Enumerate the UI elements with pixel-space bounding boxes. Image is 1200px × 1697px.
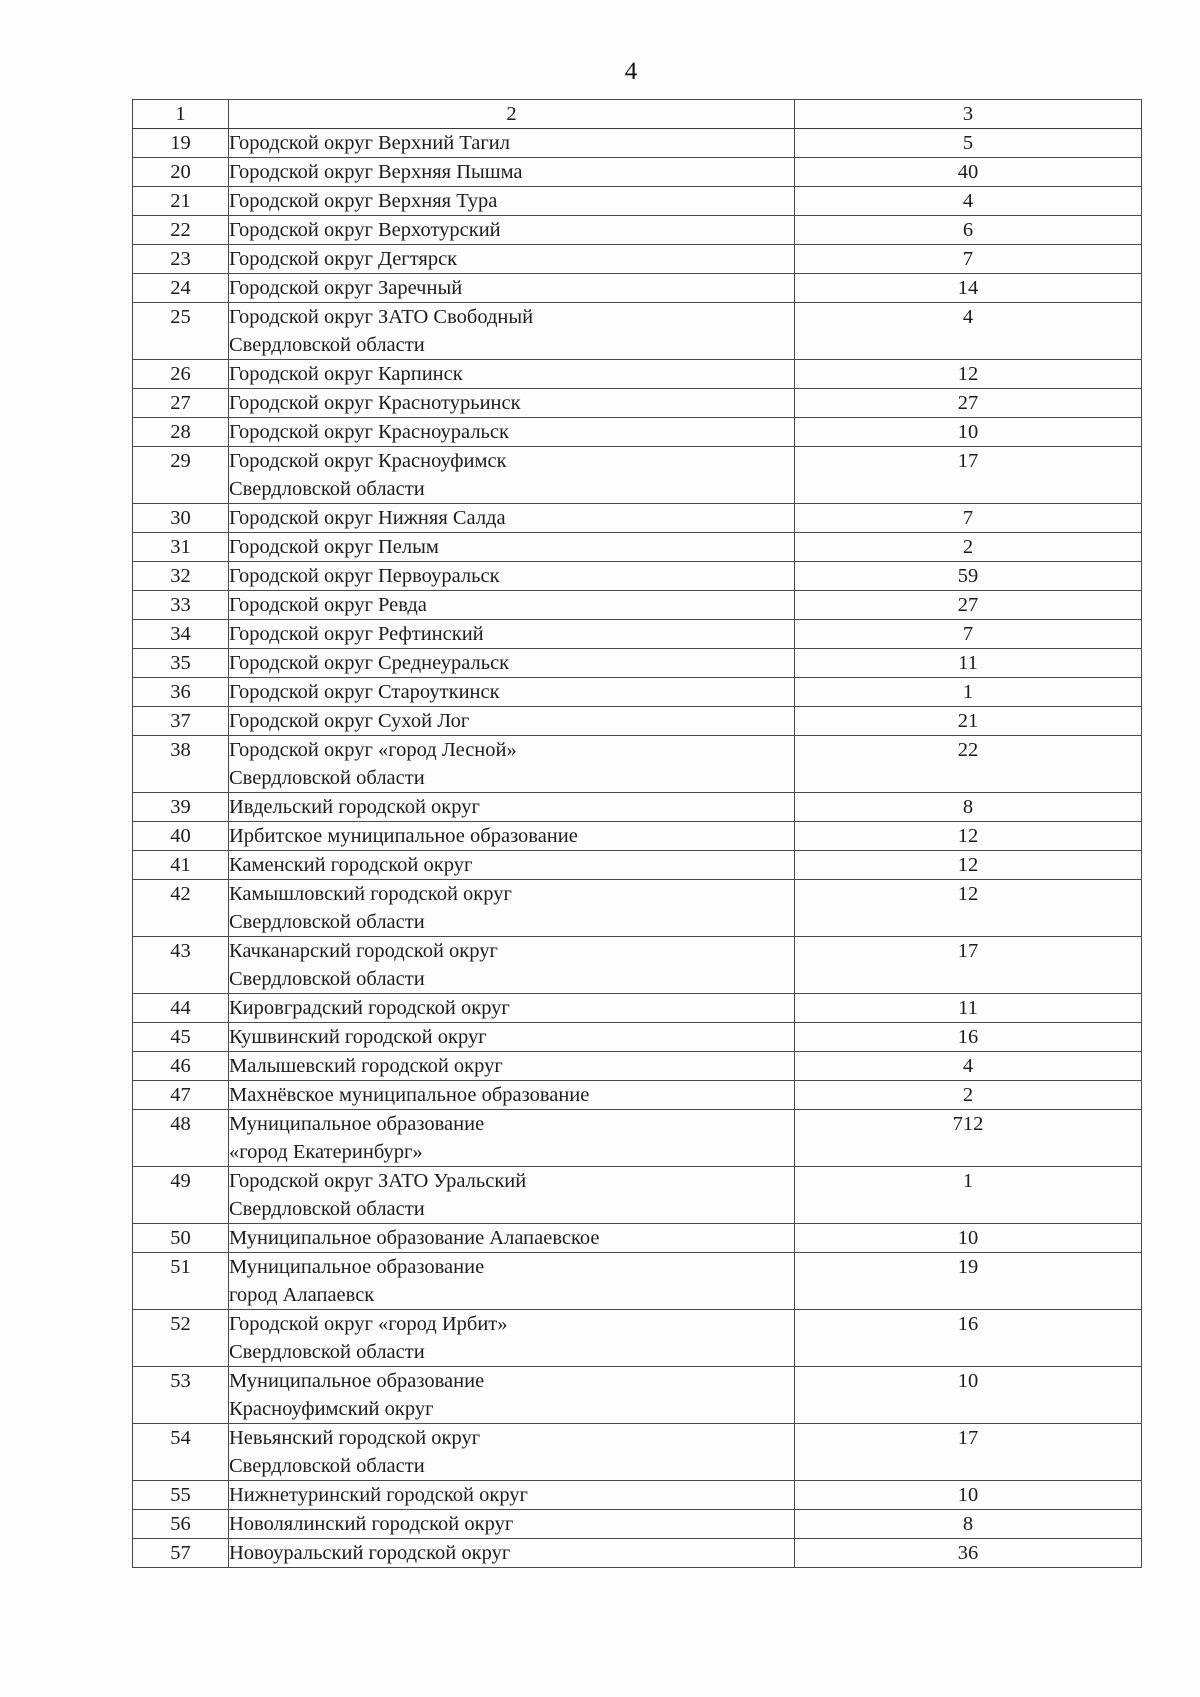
row-number-cell: 42: [133, 880, 229, 937]
row-name-cell: Городской округ Заречный: [229, 274, 795, 303]
table-row: [133, 1481, 1142, 1510]
row-number-cell: 56: [133, 1510, 229, 1539]
row-number-cell: 30: [133, 504, 229, 533]
row-quantity-cell: 16: [795, 1023, 1142, 1052]
row-name-cell: Нижнетуринский городской округ: [229, 1481, 795, 1510]
row-number-cell: 25: [133, 303, 229, 360]
row-name-cell: Новоуральский городской округ: [229, 1539, 795, 1568]
table-row: [133, 1310, 1142, 1367]
table-row: [133, 1224, 1142, 1253]
table-row: [133, 418, 1142, 447]
row-name-cell: Городской округ Верхний Тагил: [229, 129, 795, 158]
row-quantity-cell: 2: [795, 1081, 1142, 1110]
header-cell-name: 2: [229, 100, 795, 129]
row-number-cell: 55: [133, 1481, 229, 1510]
row-number-cell: 40: [133, 822, 229, 851]
row-name-cell: Каменский городской округ: [229, 851, 795, 880]
table-row: [133, 649, 1142, 678]
table-row: [133, 1052, 1142, 1081]
table-row: [133, 1424, 1142, 1481]
table-row: [133, 504, 1142, 533]
table-row: [133, 1110, 1142, 1167]
table-row: [133, 274, 1142, 303]
table-row: [133, 129, 1142, 158]
row-quantity-cell: 8: [795, 793, 1142, 822]
row-name-cell: Городской округ «город Лесной» Свердловской области: [229, 736, 795, 793]
row-name-cell: Городской округ Красноуральск: [229, 418, 795, 447]
row-quantity-cell: 36: [795, 1539, 1142, 1568]
row-quantity-cell: 2: [795, 533, 1142, 562]
page-number: 4: [624, 58, 638, 85]
row-quantity-cell: 16: [795, 1310, 1142, 1367]
row-name-cell: Городской округ Среднеуральск: [229, 649, 795, 678]
row-name-cell: Городской округ Верхняя Тура: [229, 187, 795, 216]
row-quantity-cell: 17: [795, 1424, 1142, 1481]
row-number-cell: 34: [133, 620, 229, 649]
table-row: [133, 1539, 1142, 1568]
row-name-cell: Новолялинский городской округ: [229, 1510, 795, 1539]
row-number-cell: 49: [133, 1167, 229, 1224]
row-name-cell: Городской округ Староуткинск: [229, 678, 795, 707]
row-name-cell: Городской округ Нижняя Салда: [229, 504, 795, 533]
row-quantity-cell: 21: [795, 707, 1142, 736]
row-number-cell: 48: [133, 1110, 229, 1167]
row-quantity-cell: 59: [795, 562, 1142, 591]
row-number-cell: 44: [133, 994, 229, 1023]
row-number-cell: 32: [133, 562, 229, 591]
table-row: [133, 245, 1142, 274]
row-name-cell: Городской округ Рефтинский: [229, 620, 795, 649]
row-quantity-cell: 6: [795, 216, 1142, 245]
row-name-cell: Городской округ Красноуфимск Свердловской области: [229, 447, 795, 504]
row-name-cell: Городской округ ЗАТО Уральский Свердловской области: [229, 1167, 795, 1224]
row-number-cell: 20: [133, 158, 229, 187]
row-name-cell: Муниципальное образование город Алапаевск: [229, 1253, 795, 1310]
row-number-cell: 57: [133, 1539, 229, 1568]
row-quantity-cell: 712: [795, 1110, 1142, 1167]
row-number-cell: 27: [133, 389, 229, 418]
row-number-cell: 33: [133, 591, 229, 620]
table-row: [133, 447, 1142, 504]
row-number-cell: 36: [133, 678, 229, 707]
row-quantity-cell: 5: [795, 129, 1142, 158]
table-row: [133, 736, 1142, 793]
table-row: [133, 360, 1142, 389]
row-name-cell: Городской округ Краснотурьинск: [229, 389, 795, 418]
row-name-cell: Невьянский городской округ Свердловской области: [229, 1424, 795, 1481]
row-quantity-cell: 14: [795, 274, 1142, 303]
row-number-cell: 53: [133, 1367, 229, 1424]
table-row: [133, 822, 1142, 851]
row-number-cell: 46: [133, 1052, 229, 1081]
row-quantity-cell: 10: [795, 1367, 1142, 1424]
row-quantity-cell: 12: [795, 822, 1142, 851]
row-number-cell: 35: [133, 649, 229, 678]
table-row: [133, 158, 1142, 187]
table-row: [133, 591, 1142, 620]
row-name-cell: Качканарский городской округ Свердловской области: [229, 937, 795, 994]
row-quantity-cell: 12: [795, 880, 1142, 937]
table-row: [133, 1081, 1142, 1110]
row-quantity-cell: 12: [795, 360, 1142, 389]
row-number-cell: 24: [133, 274, 229, 303]
row-quantity-cell: 8: [795, 1510, 1142, 1539]
row-quantity-cell: 27: [795, 389, 1142, 418]
table-row: [133, 880, 1142, 937]
row-number-cell: 38: [133, 736, 229, 793]
row-number-cell: 29: [133, 447, 229, 504]
row-number-cell: 45: [133, 1023, 229, 1052]
row-quantity-cell: 22: [795, 736, 1142, 793]
table-row: [133, 1510, 1142, 1539]
row-number-cell: 50: [133, 1224, 229, 1253]
row-number-cell: 21: [133, 187, 229, 216]
row-quantity-cell: 4: [795, 1052, 1142, 1081]
table-row: [133, 389, 1142, 418]
row-name-cell: Городской округ Пелым: [229, 533, 795, 562]
row-name-cell: Кировградский городской округ: [229, 994, 795, 1023]
row-name-cell: Городской округ Первоуральск: [229, 562, 795, 591]
row-number-cell: 19: [133, 129, 229, 158]
row-number-cell: 47: [133, 1081, 229, 1110]
row-quantity-cell: 7: [795, 620, 1142, 649]
row-quantity-cell: 7: [795, 504, 1142, 533]
row-quantity-cell: 11: [795, 649, 1142, 678]
row-quantity-cell: 4: [795, 187, 1142, 216]
row-quantity-cell: 1: [795, 1167, 1142, 1224]
table-row: [133, 937, 1142, 994]
table-row: [133, 994, 1142, 1023]
row-name-cell: Городской округ ЗАТО Свободный Свердловской области: [229, 303, 795, 360]
row-name-cell: Кушвинский городской округ: [229, 1023, 795, 1052]
row-number-cell: 39: [133, 793, 229, 822]
row-quantity-cell: 40: [795, 158, 1142, 187]
row-quantity-cell: 10: [795, 1224, 1142, 1253]
row-number-cell: 22: [133, 216, 229, 245]
row-number-cell: 43: [133, 937, 229, 994]
row-quantity-cell: 10: [795, 1481, 1142, 1510]
header-cell-number: 1: [133, 100, 229, 129]
row-name-cell: Ивдельский городской округ: [229, 793, 795, 822]
row-name-cell: Городской округ Сухой Лог: [229, 707, 795, 736]
table-row: [133, 620, 1142, 649]
table-row: [133, 1253, 1142, 1310]
row-quantity-cell: 11: [795, 994, 1142, 1023]
row-name-cell: Камышловский городской округ Свердловской области: [229, 880, 795, 937]
row-name-cell: Муниципальное образование Красноуфимский округ: [229, 1367, 795, 1424]
row-name-cell: Городской округ Верхотурский: [229, 216, 795, 245]
table-row: [133, 533, 1142, 562]
row-quantity-cell: 10: [795, 418, 1142, 447]
table-row: [133, 303, 1142, 360]
table-row: [133, 1167, 1142, 1224]
table-row: [133, 1023, 1142, 1052]
row-name-cell: Городской округ Верхняя Пышма: [229, 158, 795, 187]
table-row: [133, 851, 1142, 880]
row-name-cell: Городской округ Дегтярск: [229, 245, 795, 274]
row-name-cell: Муниципальное образование «город Екатеринбург»: [229, 1110, 795, 1167]
table-row: [133, 707, 1142, 736]
table-row: [133, 187, 1142, 216]
row-number-cell: 23: [133, 245, 229, 274]
row-number-cell: 51: [133, 1253, 229, 1310]
row-quantity-cell: 17: [795, 937, 1142, 994]
table-row: [133, 562, 1142, 591]
row-quantity-cell: 19: [795, 1253, 1142, 1310]
table-row: [133, 678, 1142, 707]
row-quantity-cell: 7: [795, 245, 1142, 274]
row-quantity-cell: 4: [795, 303, 1142, 360]
municipality-table: [132, 99, 1142, 1568]
row-name-cell: Ирбитское муниципальное образование: [229, 822, 795, 851]
row-number-cell: 37: [133, 707, 229, 736]
row-number-cell: 41: [133, 851, 229, 880]
row-name-cell: Махнёвское муниципальное образование: [229, 1081, 795, 1110]
table-row: [133, 1367, 1142, 1424]
table-row: [133, 216, 1142, 245]
header-cell-quantity: 3: [795, 100, 1142, 129]
row-quantity-cell: 17: [795, 447, 1142, 504]
table-header-row: [133, 100, 1142, 129]
row-number-cell: 26: [133, 360, 229, 389]
row-quantity-cell: 1: [795, 678, 1142, 707]
row-name-cell: Малышевский городской округ: [229, 1052, 795, 1081]
row-number-cell: 31: [133, 533, 229, 562]
row-name-cell: Городской округ «город Ирбит» Свердловской области: [229, 1310, 795, 1367]
row-quantity-cell: 12: [795, 851, 1142, 880]
row-name-cell: Муниципальное образование Алапаевское: [229, 1224, 795, 1253]
row-number-cell: 28: [133, 418, 229, 447]
row-quantity-cell: 27: [795, 591, 1142, 620]
row-name-cell: Городской округ Карпинск: [229, 360, 795, 389]
row-number-cell: 52: [133, 1310, 229, 1367]
table-body: [133, 100, 1142, 1568]
table-row: [133, 793, 1142, 822]
row-number-cell: 54: [133, 1424, 229, 1481]
row-name-cell: Городской округ Ревда: [229, 591, 795, 620]
